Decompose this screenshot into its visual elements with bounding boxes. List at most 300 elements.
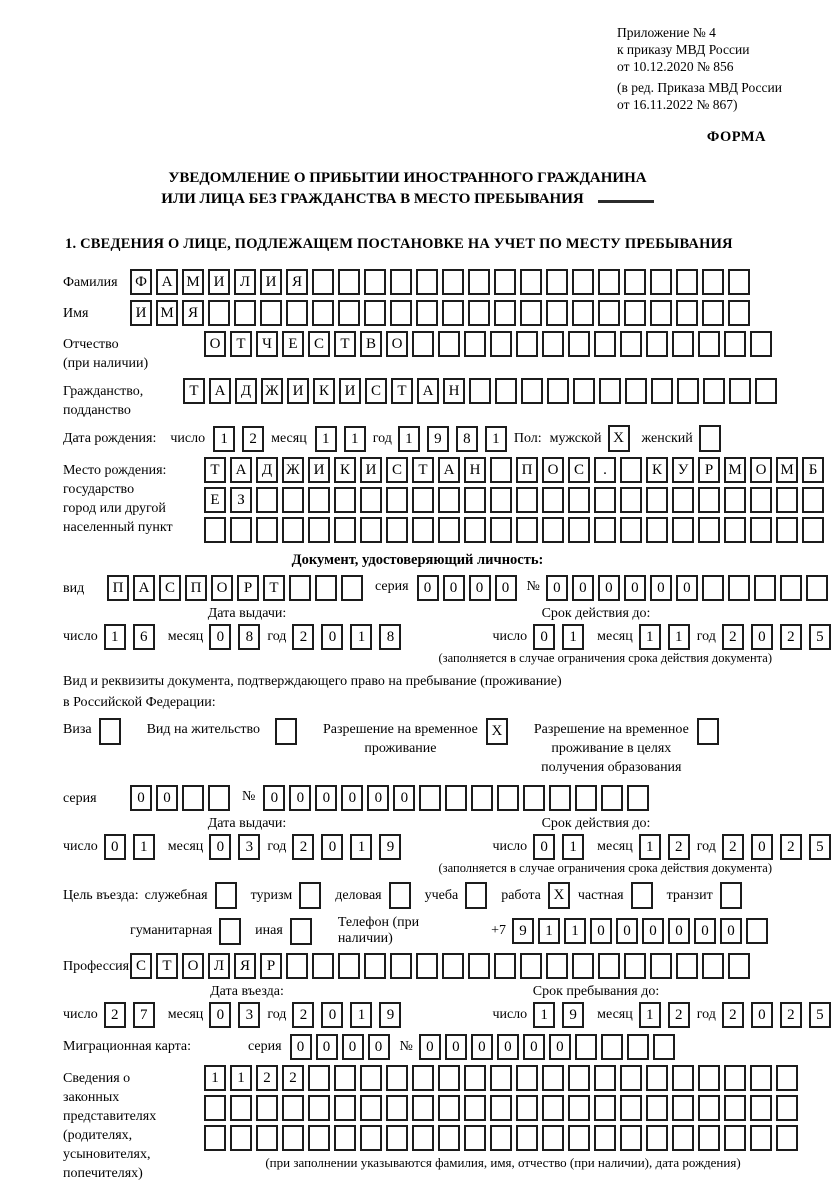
- char-cell: [672, 517, 694, 543]
- char-cell: С: [568, 457, 590, 483]
- stay-until-date: число 1 9 месяц 1 2 год 2 0 2 5: [492, 1002, 837, 1028]
- purpose-gumanitarnaya-checkbox: [219, 918, 241, 945]
- char-cell: [572, 300, 594, 326]
- char-cell: [672, 331, 694, 357]
- char-cell: [282, 1095, 304, 1121]
- temp-residence-checkbox: X: [486, 718, 508, 745]
- char-cell: [624, 300, 646, 326]
- char-cell: [334, 1125, 356, 1151]
- doc-type-cells: [107, 575, 367, 601]
- char-cell: 0: [624, 575, 646, 601]
- char-cell: 1: [204, 1065, 226, 1091]
- char-cell: 0: [209, 1002, 231, 1028]
- char-cell: 0: [497, 1034, 519, 1060]
- char-cell: [546, 953, 568, 979]
- entry-year: [292, 1002, 408, 1028]
- char-cell: [594, 1095, 616, 1121]
- char-cell: [601, 1034, 623, 1060]
- char-cell: [260, 300, 282, 326]
- char-cell: [520, 953, 542, 979]
- purpose-inaya-checkbox: [290, 918, 312, 945]
- char-cell: 0: [316, 1034, 338, 1060]
- birth-place-cells: [204, 457, 828, 547]
- char-cell: Л: [208, 953, 230, 979]
- char-cell: 8: [456, 426, 478, 452]
- char-cell: [750, 331, 772, 357]
- char-cell: З: [230, 487, 252, 513]
- char-cell: [547, 378, 569, 404]
- doc-issue-date: число 1 6 месяц 0 8 год 2 0 1 8: [63, 624, 408, 650]
- doc-series-cells: [417, 575, 521, 601]
- char-cell: 0: [419, 1034, 441, 1060]
- rvp-valid-year: [722, 834, 838, 860]
- char-cell: И: [360, 457, 382, 483]
- char-cell: Е: [282, 331, 304, 357]
- char-cell: [698, 517, 720, 543]
- representatives-label: Сведения о законных представителях (родителях, усыновителях, попечителях): [63, 1071, 157, 1181]
- purpose-delovaya: деловая: [335, 882, 410, 909]
- char-cell: 9: [562, 1002, 584, 1028]
- purpose-inaya: иная: [255, 918, 312, 945]
- char-cell: А: [230, 457, 252, 483]
- char-cell: 2: [780, 624, 802, 650]
- char-cell: А: [133, 575, 155, 601]
- citizenship-row: [63, 378, 772, 420]
- visit-purpose-row2: [130, 915, 772, 947]
- purpose-rabota-checkbox: X: [548, 882, 570, 909]
- char-cell: 1: [350, 1002, 372, 1028]
- char-cell: 1: [133, 834, 155, 860]
- birth-place-row2: [204, 487, 828, 513]
- char-cell: И: [287, 378, 309, 404]
- char-cell: [568, 1065, 590, 1091]
- char-cell: О: [386, 331, 408, 357]
- doc-validity-note: (заполняется в случае ограничения срока действия документа): [438, 651, 772, 665]
- char-cell: [672, 487, 694, 513]
- char-cell: [620, 1095, 642, 1121]
- purpose-ucheba-checkbox: [465, 882, 487, 909]
- char-cell: [646, 1095, 668, 1121]
- char-cell: С: [159, 575, 181, 601]
- char-cell: [390, 269, 412, 295]
- char-cell: [494, 953, 516, 979]
- char-cell: [334, 487, 356, 513]
- char-cell: 0: [342, 1034, 364, 1060]
- char-cell: 0: [263, 785, 285, 811]
- rvp-number-label: №: [242, 789, 256, 804]
- stay-until-heading: Срок пребывания до:: [532, 984, 660, 999]
- char-cell: [599, 378, 621, 404]
- char-cell: 0: [616, 918, 638, 944]
- char-cell: К: [334, 457, 356, 483]
- char-cell: 0: [549, 1034, 571, 1060]
- char-cell: [494, 269, 516, 295]
- char-cell: О: [211, 575, 233, 601]
- char-cell: [438, 1065, 460, 1091]
- char-cell: [416, 269, 438, 295]
- char-cell: И: [308, 457, 330, 483]
- char-cell: [620, 1065, 642, 1091]
- char-cell: [464, 517, 486, 543]
- char-cell: [520, 269, 542, 295]
- char-cell: [286, 953, 308, 979]
- char-cell: 1: [639, 624, 661, 650]
- birth-date-row: [63, 425, 772, 452]
- char-cell: [208, 300, 230, 326]
- char-cell: [754, 575, 776, 601]
- visit-purpose-row1: [63, 882, 772, 909]
- char-cell: [312, 300, 334, 326]
- doc-date-headings: [63, 606, 772, 622]
- char-cell: [728, 300, 750, 326]
- char-cell: [703, 378, 725, 404]
- char-cell: [627, 1034, 649, 1060]
- entry-date-headings: [63, 984, 772, 1000]
- form-title: [43, 168, 772, 210]
- rvp-validity-note: (заполняется в случае ограничения срока действия документа): [438, 861, 772, 875]
- char-cell: 1: [562, 834, 584, 860]
- char-cell: [573, 378, 595, 404]
- char-cell: [334, 517, 356, 543]
- char-cell: [338, 953, 360, 979]
- char-cell: 2: [722, 834, 744, 860]
- char-cell: Т: [230, 331, 252, 357]
- rvp-issue-date: число 0 1 месяц 0 3 год 2 0 1 9: [63, 834, 408, 860]
- given-name-label: Имя: [63, 306, 89, 321]
- rvp-date-headings: [63, 816, 772, 832]
- appendix-line: от 10.12.2020 № 856: [617, 59, 734, 74]
- purpose-chastnaya: частная: [578, 882, 653, 909]
- char-cell: [542, 517, 564, 543]
- purpose-ucheba: учеба: [425, 882, 488, 909]
- char-cell: 5: [809, 624, 831, 650]
- char-cell: Р: [698, 457, 720, 483]
- char-cell: 1: [485, 426, 507, 452]
- char-cell: [341, 575, 363, 601]
- char-cell: 0: [130, 785, 152, 811]
- edition-line: от 16.11.2022 № 867): [617, 97, 738, 112]
- citizenship-label: Гражданство, подданство: [63, 384, 144, 418]
- char-cell: [546, 300, 568, 326]
- char-cell: 0: [650, 575, 672, 601]
- char-cell: [523, 785, 545, 811]
- char-cell: 8: [238, 624, 260, 650]
- char-cell: [516, 1125, 538, 1151]
- char-cell: [468, 269, 490, 295]
- char-cell: Б: [802, 457, 824, 483]
- profession-row: [63, 953, 772, 979]
- section1-heading: 1. СВЕДЕНИЯ О ЛИЦЕ, ПОДЛЕЖАЩЕМ ПОСТАНОВКЕ НА УЧЕТ ПО МЕСТУ ПРЕБЫВАНИЯ: [65, 236, 733, 252]
- female-label: женский: [641, 430, 693, 446]
- stay-month: [639, 1002, 697, 1028]
- char-cell: [750, 1125, 772, 1151]
- char-cell: 3: [238, 834, 260, 860]
- char-cell: [516, 1065, 538, 1091]
- char-cell: Р: [260, 953, 282, 979]
- char-cell: К: [313, 378, 335, 404]
- char-cell: [308, 1125, 330, 1151]
- char-cell: [728, 575, 750, 601]
- char-cell: [308, 1095, 330, 1121]
- char-cell: [724, 331, 746, 357]
- purpose-turizm: туризм: [251, 882, 322, 909]
- char-cell: [676, 269, 698, 295]
- representatives-cells: [204, 1065, 802, 1175]
- doc-valid-date: число 0 1 месяц 1 1 год 2 0 2 5: [492, 624, 837, 650]
- representatives-row3: [204, 1125, 802, 1151]
- char-cell: [594, 1065, 616, 1091]
- char-cell: П: [107, 575, 129, 601]
- char-cell: [464, 487, 486, 513]
- char-cell: Ж: [282, 457, 304, 483]
- char-cell: [390, 953, 412, 979]
- char-cell: О: [542, 457, 564, 483]
- rvp-dates-row: [63, 834, 824, 860]
- char-cell: [494, 300, 516, 326]
- entry-dates-row: [63, 1002, 824, 1028]
- phone-cells: [512, 918, 772, 944]
- char-cell: [677, 378, 699, 404]
- citizenship-cells: [183, 378, 781, 404]
- char-cell: 0: [676, 575, 698, 601]
- char-cell: [776, 487, 798, 513]
- migration-number-cells: [419, 1034, 679, 1060]
- residence-doc-series-row: [63, 785, 772, 811]
- char-cell: 1: [533, 1002, 555, 1028]
- char-cell: Ч: [256, 331, 278, 357]
- char-cell: [598, 269, 620, 295]
- char-cell: 1: [350, 624, 372, 650]
- stay-year: [722, 1002, 838, 1028]
- char-cell: [750, 517, 772, 543]
- patronymic-row: [63, 331, 772, 373]
- char-cell: [256, 487, 278, 513]
- char-cell: [542, 331, 564, 357]
- char-cell: 0: [694, 918, 716, 944]
- char-cell: Ж: [261, 378, 283, 404]
- char-cell: [698, 1095, 720, 1121]
- char-cell: [625, 378, 647, 404]
- char-cell: [598, 300, 620, 326]
- char-cell: [594, 1125, 616, 1151]
- representatives-row: [63, 1065, 772, 1183]
- rvp-series-cells: [130, 785, 234, 811]
- char-cell: И: [208, 269, 230, 295]
- char-cell: [468, 300, 490, 326]
- char-cell: [386, 1065, 408, 1091]
- char-cell: [598, 953, 620, 979]
- appendix-line: Приложение № 4: [617, 25, 716, 40]
- char-cell: [471, 785, 493, 811]
- char-cell: 1: [315, 426, 337, 452]
- char-cell: [438, 1095, 460, 1121]
- char-cell: 1: [668, 624, 690, 650]
- char-cell: [568, 1125, 590, 1151]
- char-cell: [490, 331, 512, 357]
- char-cell: 0: [209, 624, 231, 650]
- profession-label: Профессия: [63, 959, 130, 974]
- char-cell: 1: [639, 834, 661, 860]
- given-name-cells: [130, 300, 754, 326]
- profession-cells: [130, 953, 754, 979]
- char-cell: [646, 487, 668, 513]
- char-cell: [308, 517, 330, 543]
- migration-card-row: [63, 1034, 772, 1060]
- char-cell: 0: [533, 624, 555, 650]
- char-cell: 0: [572, 575, 594, 601]
- char-cell: [516, 331, 538, 357]
- char-cell: [468, 953, 490, 979]
- migration-card-label: Миграционная карта:: [63, 1039, 192, 1054]
- visa-option: Виза: [63, 718, 121, 745]
- char-cell: [729, 378, 751, 404]
- char-cell: [542, 487, 564, 513]
- char-cell: Т: [412, 457, 434, 483]
- char-cell: [438, 331, 460, 357]
- rvp-issue-day: [104, 834, 162, 860]
- char-cell: [728, 953, 750, 979]
- char-cell: 0: [445, 1034, 467, 1060]
- char-cell: [386, 487, 408, 513]
- male-label: мужской: [549, 430, 602, 446]
- migration-number-label: №: [399, 1039, 413, 1054]
- char-cell: 2: [780, 834, 802, 860]
- doc-issue-day: [104, 624, 162, 650]
- char-cell: [364, 300, 386, 326]
- char-cell: [724, 1095, 746, 1121]
- char-cell: [204, 1095, 226, 1121]
- char-cell: [698, 487, 720, 513]
- representatives-row1: [204, 1065, 802, 1091]
- char-cell: [308, 1065, 330, 1091]
- visit-purpose-label: Цель въезда:: [63, 887, 139, 903]
- char-cell: [490, 457, 512, 483]
- char-cell: В: [360, 331, 382, 357]
- char-cell: 0: [495, 575, 517, 601]
- char-cell: 2: [722, 1002, 744, 1028]
- char-cell: П: [516, 457, 538, 483]
- char-cell: [542, 1095, 564, 1121]
- char-cell: [755, 378, 777, 404]
- char-cell: [312, 269, 334, 295]
- char-cell: Я: [182, 300, 204, 326]
- char-cell: [445, 785, 467, 811]
- birth-day-cells: [213, 426, 271, 452]
- char-cell: 1: [564, 918, 586, 944]
- char-cell: 0: [368, 1034, 390, 1060]
- char-cell: [620, 487, 642, 513]
- char-cell: Т: [156, 953, 178, 979]
- char-cell: [780, 575, 802, 601]
- purpose-tranzit-checkbox: [720, 882, 742, 909]
- char-cell: У: [672, 457, 694, 483]
- char-cell: Н: [464, 457, 486, 483]
- char-cell: [412, 487, 434, 513]
- male-checkbox: X: [608, 425, 630, 452]
- char-cell: А: [438, 457, 460, 483]
- char-cell: 0: [590, 918, 612, 944]
- char-cell: [724, 1125, 746, 1151]
- char-cell: [256, 1125, 278, 1151]
- doc-valid-year: [722, 624, 838, 650]
- char-cell: [702, 575, 724, 601]
- char-cell: [360, 1095, 382, 1121]
- char-cell: 0: [341, 785, 363, 811]
- char-cell: [516, 1095, 538, 1121]
- char-cell: [412, 1065, 434, 1091]
- char-cell: [438, 1125, 460, 1151]
- char-cell: [416, 953, 438, 979]
- char-cell: [776, 1125, 798, 1151]
- char-cell: Я: [286, 269, 308, 295]
- char-cell: [646, 1065, 668, 1091]
- char-cell: О: [204, 331, 226, 357]
- char-cell: Т: [263, 575, 285, 601]
- char-cell: Н: [443, 378, 465, 404]
- char-cell: 1: [213, 426, 235, 452]
- char-cell: М: [776, 457, 798, 483]
- char-cell: [412, 331, 434, 357]
- char-cell: [360, 1065, 382, 1091]
- char-cell: 1: [398, 426, 420, 452]
- char-cell: [746, 918, 768, 944]
- char-cell: 9: [512, 918, 534, 944]
- char-cell: [702, 300, 724, 326]
- char-cell: 1: [104, 624, 126, 650]
- temp-residence-option: Разрешение на временное проживание X: [323, 718, 508, 758]
- char-cell: [469, 378, 491, 404]
- char-cell: К: [646, 457, 668, 483]
- form-label: ФОРМА: [706, 129, 766, 145]
- char-cell: [728, 269, 750, 295]
- gender-label: Пол:: [513, 430, 542, 446]
- char-cell: 0: [321, 834, 343, 860]
- char-cell: [338, 269, 360, 295]
- char-cell: [520, 300, 542, 326]
- char-cell: 0: [393, 785, 415, 811]
- char-cell: 2: [292, 1002, 314, 1028]
- temp-residence-education-option: Разрешение на временное проживание в целях получения образования: [534, 718, 719, 777]
- char-cell: [542, 1065, 564, 1091]
- char-cell: [575, 785, 597, 811]
- char-cell: [182, 785, 204, 811]
- char-cell: [750, 1065, 772, 1091]
- char-cell: [594, 517, 616, 543]
- birth-month-cells: [315, 426, 373, 452]
- rvp-issue-heading: Дата выдачи:: [207, 816, 287, 831]
- char-cell: 2: [104, 1002, 126, 1028]
- char-cell: [650, 953, 672, 979]
- char-cell: [315, 575, 337, 601]
- char-cell: [464, 1065, 486, 1091]
- char-cell: О: [182, 953, 204, 979]
- purpose-delovaya-checkbox: [389, 882, 411, 909]
- char-cell: 0: [546, 575, 568, 601]
- appendix-line: к приказу МВД России: [617, 42, 750, 57]
- char-cell: [412, 1095, 434, 1121]
- char-cell: 0: [315, 785, 337, 811]
- entry-date-heading: Дата въезда:: [210, 984, 284, 999]
- doc-series-label: серия: [375, 579, 409, 594]
- char-cell: .: [594, 457, 616, 483]
- char-cell: А: [156, 269, 178, 295]
- char-cell: 8: [379, 624, 401, 650]
- char-cell: [802, 487, 824, 513]
- char-cell: [776, 1065, 798, 1091]
- doc-dates-row: [63, 624, 824, 650]
- char-cell: [289, 575, 311, 601]
- char-cell: [624, 269, 646, 295]
